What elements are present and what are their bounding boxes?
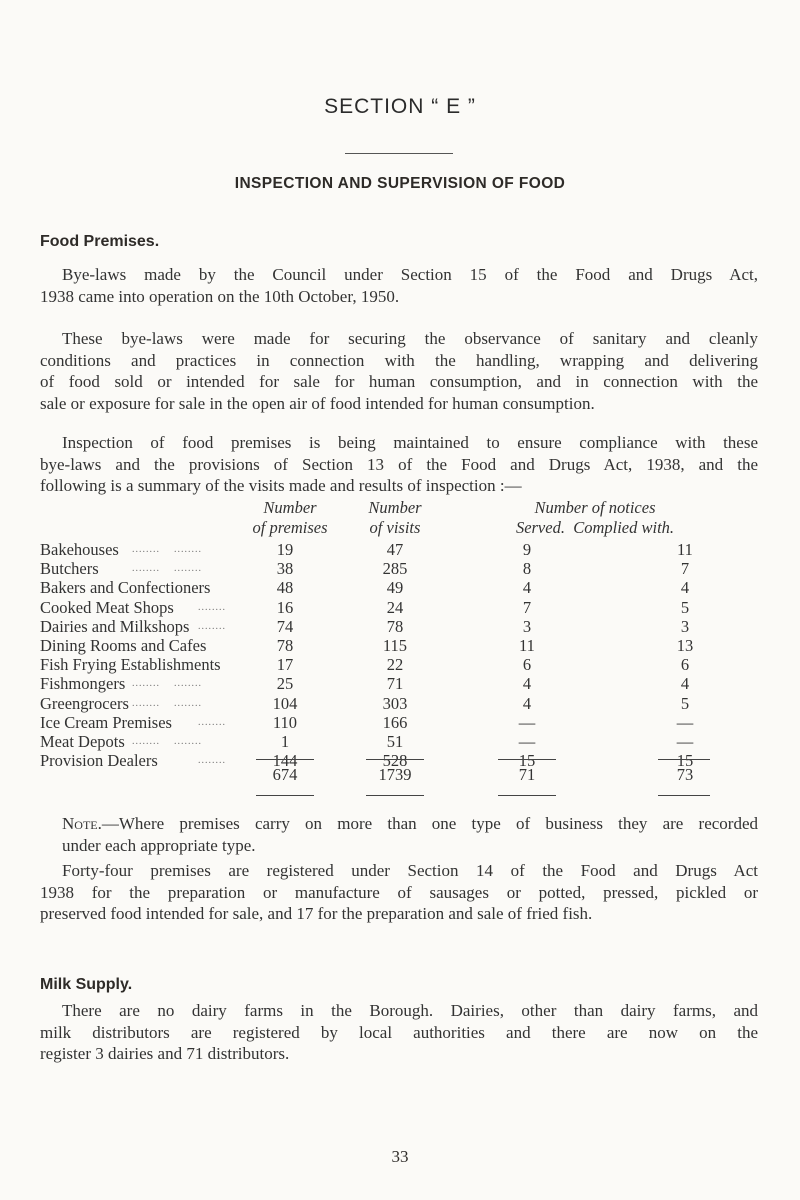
table-cell-served: 4 xyxy=(522,674,532,694)
total-served: 71 xyxy=(518,765,536,784)
table-row-category: Dairies and Milkshops xyxy=(40,616,190,636)
table-cell-premises: 104 xyxy=(272,693,298,713)
section-title: SECTION “ E ” xyxy=(324,95,476,118)
table-cell-complied: 4 xyxy=(680,674,690,694)
table-cell-visits: 115 xyxy=(382,636,408,655)
table-cell-complied: 5 xyxy=(680,597,690,617)
header-visits-line2: of visits xyxy=(369,518,421,537)
paragraph-line: Forty-four premises are registered under Section 14 of the Food and Drugs Act xyxy=(62,861,758,880)
table-cell-visits: 303 xyxy=(382,693,408,713)
leader-dots: ........ xyxy=(198,755,226,767)
table-cell-served: 4 xyxy=(522,693,532,713)
paragraph-line: register 3 dairies and 71 distributors. xyxy=(40,1044,290,1063)
paragraph-line: of food sold or intended for sale for human consumption, and in connection with the xyxy=(40,372,758,391)
paragraph-line: These bye-laws were made for securing the observance of sanitary and cleanly xyxy=(62,329,758,348)
table-row-category: Dining Rooms and Cafes xyxy=(40,636,207,655)
header-premises-line2: of premises xyxy=(252,518,328,537)
table-row-category: Greengrocers xyxy=(40,693,129,713)
leader-dots: ........ ........ xyxy=(132,563,202,575)
paragraph-registered-premises xyxy=(40,860,758,925)
total-underline-premises xyxy=(256,795,314,796)
title-divider xyxy=(345,153,453,154)
table-cell-served: 15 xyxy=(518,751,536,771)
table-row-category: Bakehouses xyxy=(40,540,119,559)
total-underline-complied xyxy=(658,795,710,796)
paragraph-line: sale or exposure for sale in the open air of food intended for human consumption. xyxy=(40,393,595,413)
table-cell-premises: 19 xyxy=(276,540,294,559)
table-cell-visits: 47 xyxy=(386,540,404,559)
table-cell-served: 8 xyxy=(522,559,532,579)
table-cell-visits: 22 xyxy=(386,655,404,675)
header-notices-line2: Served. Complied with. xyxy=(515,518,675,537)
table-cell-visits: 78 xyxy=(386,616,404,636)
table-cell-served: 4 xyxy=(522,578,532,598)
table-cell-served: 11 xyxy=(519,636,535,655)
table-row-category: Bakers and Confectioners xyxy=(40,578,211,598)
paragraph-purpose xyxy=(40,328,758,414)
paragraph-line: There are no dairy farms in the Borough. Dairies, other than dairy farms, and xyxy=(62,1001,758,1020)
leader-dots: ........ xyxy=(198,716,226,728)
page-number: 33 xyxy=(391,1147,409,1166)
table-cell-premises: 1 xyxy=(280,732,290,751)
paragraph-milk-supply xyxy=(40,1000,758,1065)
table-cell-complied: 3 xyxy=(680,616,690,636)
table-cell-premises: 78 xyxy=(276,636,294,655)
table-cell-complied: 6 xyxy=(680,655,690,675)
table-cell-premises: 110 xyxy=(272,712,298,732)
paragraph-line: bye-laws and the provisions of Section 13 of the Food and Drugs Act, 1938, and the xyxy=(40,454,758,474)
total-rule-complied xyxy=(658,759,710,760)
paragraph-line: 1938 came into operation on the 10th October, 1950. xyxy=(40,286,400,306)
paragraph-line: milk distributors are registered by local authorities and there are now on the xyxy=(40,1022,758,1042)
table-cell-complied: 7 xyxy=(680,559,690,579)
milk-supply-heading: Milk Supply. xyxy=(40,976,133,993)
table-cell-served: — xyxy=(518,732,536,751)
table-row-category: Provision Dealers xyxy=(40,751,158,771)
table-row-category: Fishmongers xyxy=(40,674,126,694)
note-text: —Where premises carry on more than one type of business they are recorded xyxy=(101,814,758,833)
leader-dots: ........ ........ xyxy=(132,678,202,690)
table-cell-premises: 144 xyxy=(272,751,298,771)
total-rule-premises xyxy=(256,759,314,760)
table-row-category: Butchers xyxy=(40,559,99,579)
table-cell-premises: 25 xyxy=(276,674,294,694)
table-cell-complied: 11 xyxy=(677,540,693,559)
table-cell-visits: 51 xyxy=(386,732,404,751)
leader-dots: ........ xyxy=(198,620,226,632)
table-cell-served: 6 xyxy=(522,655,532,675)
header-notices-line1: Number of notices xyxy=(534,498,656,517)
table-cell-premises: 74 xyxy=(276,616,294,636)
total-complied: 73 xyxy=(676,765,694,784)
food-premises-heading: Food Premises. xyxy=(40,233,160,250)
table-row-category: Cooked Meat Shops xyxy=(40,597,174,617)
paragraph-inspection xyxy=(40,432,758,497)
table-cell-visits: 49 xyxy=(386,578,404,598)
paragraph-line: Bye-laws made by the Council under Section 15 of the Food and Drugs Act, xyxy=(62,265,758,284)
total-rule-visits xyxy=(366,759,424,760)
table-cell-visits: 166 xyxy=(382,712,408,732)
total-underline-served xyxy=(498,795,556,796)
paragraph-line: preserved food intended for sale, and 17 for the preparation and sale of fried fish. xyxy=(40,904,593,923)
paragraph-line: conditions and practices in connection with the handling, wrapping and delivering xyxy=(40,350,758,370)
table-row-category: Meat Depots xyxy=(40,732,125,751)
table-cell-served: — xyxy=(518,712,536,732)
paragraph-bye-laws xyxy=(40,264,758,307)
note-paragraph xyxy=(40,813,758,856)
total-underline-visits xyxy=(366,795,424,796)
table-cell-complied: 15 xyxy=(676,751,694,771)
header-visits-line1: Number xyxy=(368,498,422,517)
leader-dots: ........ ........ xyxy=(132,736,202,747)
main-heading: INSPECTION AND SUPERVISION OF FOOD xyxy=(234,175,566,192)
table-row-category: Fish Frying Establishments xyxy=(40,655,221,675)
total-rule-served xyxy=(498,759,556,760)
leader-dots: ........ ........ xyxy=(132,697,202,709)
table-cell-complied: 13 xyxy=(676,636,694,655)
table-cell-premises: 17 xyxy=(276,655,294,675)
paragraph-line: 1938 for the preparation or manufacture of sausages or potted, pressed, pickled or xyxy=(40,882,758,902)
table-cell-complied: — xyxy=(676,712,694,732)
table-row-category: Ice Cream Premises xyxy=(40,712,172,732)
table-cell-served: 3 xyxy=(522,616,532,636)
note-line: under each appropriate type. xyxy=(62,835,256,855)
paragraph-line: following is a summary of the visits made and results of inspection :— xyxy=(40,476,522,495)
table-cell-visits: 528 xyxy=(382,751,408,771)
table-cell-premises: 38 xyxy=(276,559,294,579)
table-cell-premises: 16 xyxy=(276,597,294,617)
table-cell-visits: 71 xyxy=(386,674,404,694)
table-cell-served: 7 xyxy=(522,597,532,617)
paragraph-line: Inspection of food premises is being maintained to ensure compliance with these xyxy=(62,433,758,452)
leader-dots: ........ ........ xyxy=(132,544,202,555)
header-premises-line1: Number xyxy=(263,498,317,517)
table-cell-complied: 4 xyxy=(680,578,690,598)
leader-dots: ........ xyxy=(198,601,226,613)
note-line xyxy=(40,813,758,835)
table-cell-visits: 285 xyxy=(382,559,408,579)
table-cell-complied: 5 xyxy=(680,693,690,713)
note-label: Note. xyxy=(62,814,102,833)
total-premises: 674 xyxy=(272,765,298,784)
total-visits: 1739 xyxy=(378,765,412,784)
table-cell-complied: — xyxy=(676,732,694,751)
table-cell-served: 9 xyxy=(522,540,532,559)
table-cell-premises: 48 xyxy=(276,578,294,598)
table-cell-visits: 24 xyxy=(386,597,404,617)
